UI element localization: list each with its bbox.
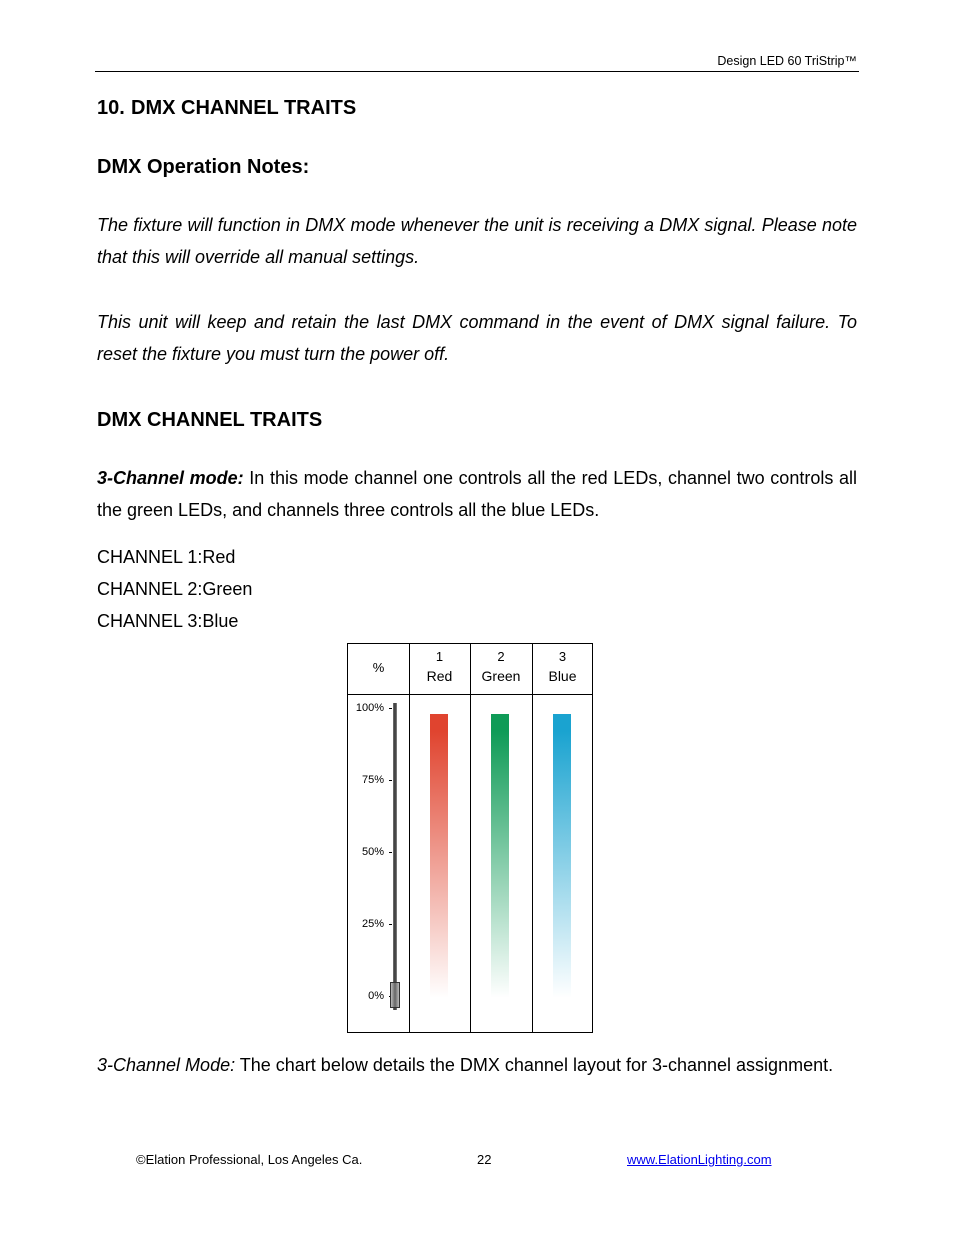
document-header-title: Design LED 60 TriStrip™ [717,54,857,68]
blue-intensity-bar [553,714,571,998]
operation-note-paragraph-2: This unit will keep and retain the last DMX command in the event of DMX signal failure. To reset the fixture you must turn the power off. [97,312,857,364]
column-label: Red [426,668,453,684]
column-number: 3 [558,649,567,664]
scale-tick [389,780,392,781]
section-number: 10. [97,97,125,119]
chart-header-divider [348,694,592,695]
scale-tick [389,708,392,709]
footer-website-link[interactable]: www.ElationLighting.com [627,1152,772,1167]
channel-traits-heading: DMX CHANNEL TRAITS [97,409,323,431]
footer-copyright: ©Elation Professional, Los Angeles Ca. [136,1152,363,1167]
fader-knob [390,982,400,1008]
closing-paragraph [97,1049,857,1081]
column-label: Green [481,668,521,684]
section-heading [97,97,356,120]
chart-divider [532,644,533,1032]
three-channel-mode-paragraph [97,462,857,526]
channel-line-3: CHANNEL 3:Blue [97,611,239,631]
channel-line-2: CHANNEL 2:Green [97,579,253,599]
chart-divider [470,644,471,1032]
column-label: Blue [548,668,577,684]
scale-label: 0% [368,990,384,1002]
channel-line-1: CHANNEL 1:Red [97,547,236,567]
column-number: 2 [497,649,505,664]
mode-description: In this mode channel one controls all the red LEDs, channel two controls all the green LEDs, and channels three controls all the blue LEDs. [97,468,857,520]
header-divider [95,71,859,72]
footer-page-number: 22 [477,1152,492,1167]
section-title: DMX CHANNEL TRAITS [131,97,357,119]
red-intensity-bar [430,714,448,998]
column-header-green [470,644,532,694]
scale-label: 50% [361,846,384,858]
scale-label: 100% [355,702,384,714]
green-intensity-bar [491,714,509,998]
closing-label: 3-Channel Mode: [97,1055,236,1075]
closing-text: The chart below details the DMX channel layout for 3-channel assignment. [235,1055,834,1075]
scale-label: 25% [361,918,384,930]
column-number: 1 [435,649,444,664]
operation-notes-heading: DMX Operation Notes: [97,156,310,178]
scale-tick [389,852,392,853]
fader-track [393,703,397,1010]
chart-divider [409,644,410,1032]
scale-label: 75% [361,774,384,786]
mode-label: 3-Channel mode: [97,468,244,488]
scale-tick [389,924,392,925]
percent-column-header: % [372,660,385,675]
dmx-channel-chart [347,643,593,1033]
column-header-blue [532,644,593,694]
operation-note-paragraph-1: The fixture will function in DMX mode whenever the unit is receiving a DMX signal. Please note that this will override all manual settings. [97,215,857,267]
column-header-red [409,644,470,694]
